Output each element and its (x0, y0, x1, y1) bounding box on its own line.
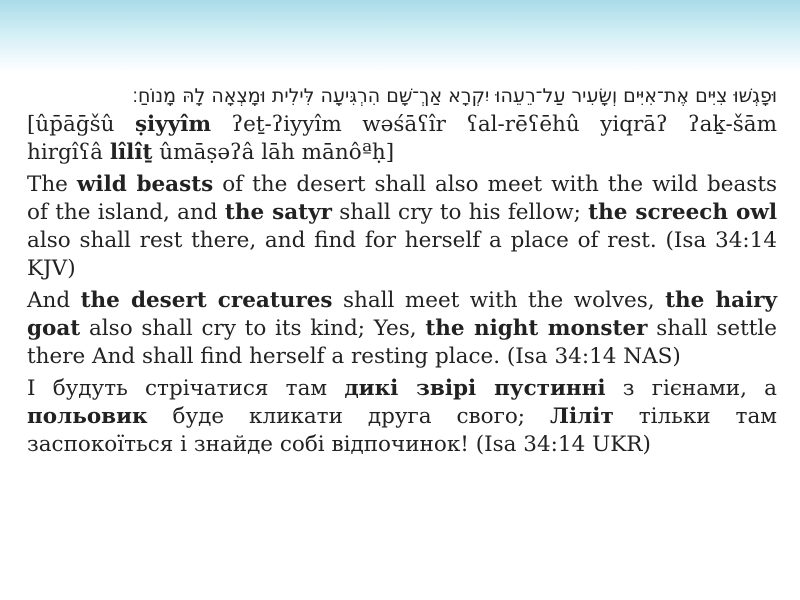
ukr-highlight: дикі звірі пустинні (344, 376, 606, 401)
nas-reference: (Isa 34:14 NAS) (500, 344, 681, 369)
hebrew-verse: וּפָגְשׁוּ צִיִּים אֶת־אִיִּים וְשָׂעִיר עַל־רֵעֵהוּ יִקְרָא אַךְ־שָׁם הִרְגִּיעָה לִּילִית וּמָצְאָה לָהּ מָנוֹחַ׃ (132, 85, 777, 107)
header-gradient-band (0, 0, 800, 72)
kjv-text: of the desert shall also meet with the wild beasts of the island, and (27, 172, 777, 225)
slide-content (27, 84, 777, 463)
kjv-text: shall cry to his fellow; (331, 200, 589, 225)
ukr-paragraph (27, 375, 777, 459)
nas-text: shall settle there And shall find herself a resting place. (27, 316, 777, 369)
kjv-text: The (27, 172, 77, 197)
kjv-text: also shall rest there, and find for herself a place of rest. (27, 228, 657, 253)
ukr-text: буде кликати друга свого; (147, 404, 550, 429)
nas-highlight: the hairy goat (27, 288, 777, 341)
nas-highlight: the desert creatures (80, 288, 333, 313)
transliteration-text: ʔeṯ-ʔiyyîm wəśāʕîr ʕal-rēʕēhû yiqrāʔ ʔaḵ-šām hirgîʕâ (27, 112, 777, 165)
kjv-highlight: wild beasts (76, 172, 214, 197)
transliteration-text: ûmāṣəʔâ lāh mānôªḥ] (152, 140, 395, 165)
transliteration-highlight: lîlîṯ (109, 140, 153, 165)
ukr-highlight: польовик (27, 404, 148, 429)
kjv-highlight: the screech owl (588, 200, 777, 225)
kjv-paragraph (27, 171, 777, 283)
nas-paragraph (27, 287, 777, 371)
transliteration-paragraph (27, 111, 777, 167)
ukr-text: тільки там заспокоїться і знайде собі відпочинок! (27, 404, 777, 457)
nas-text: And (27, 288, 81, 313)
ukr-highlight: Ліліт (549, 404, 614, 429)
kjv-reference: (Isa 34:14 KJV) (27, 228, 777, 281)
nas-text: shall meet with the wolves, (332, 288, 666, 313)
transliteration-text: [ûp̄āḡšû (27, 112, 135, 137)
nas-text: also shall cry to its kind; Yes, (80, 316, 426, 341)
ukr-reference: (Isa 34:14 UKR) (468, 432, 651, 457)
nas-highlight: the night monster (425, 316, 648, 341)
ukr-text: І будуть стрічатися там (27, 376, 345, 401)
transliteration-highlight: ṣiyyîm (134, 112, 212, 137)
kjv-highlight: the satyr (224, 200, 332, 225)
ukr-text: з гієнами, а (605, 376, 777, 401)
